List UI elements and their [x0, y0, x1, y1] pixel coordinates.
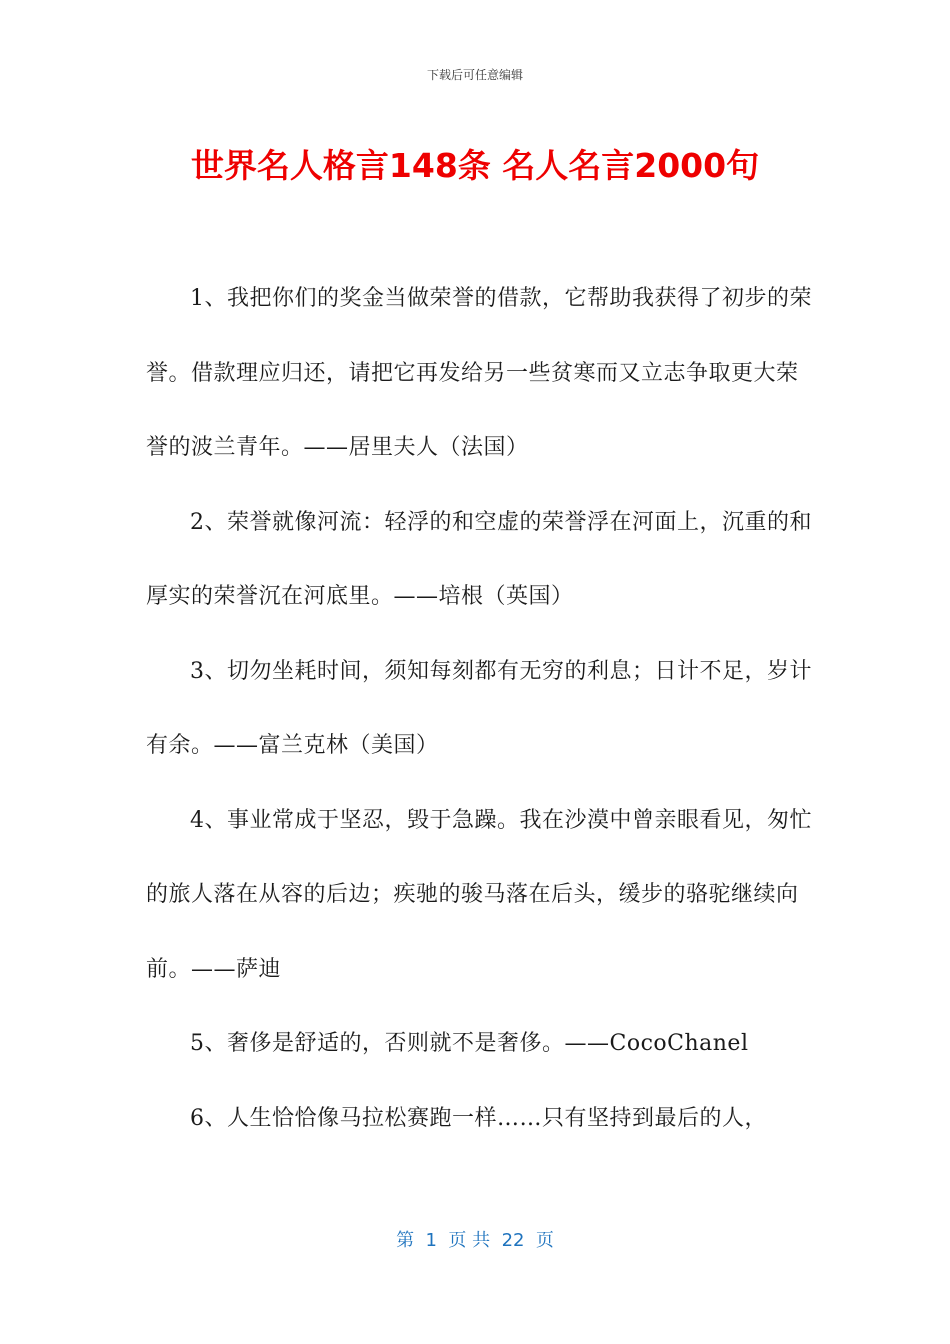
quote-paragraph-4: 4、事业常成于坚忍，毁于急躁。我在沙漠中曾亲眼看见，匆忙的旅人落在从容的后边；疾驰的骏马落在后头，缓步的骆驼继续向前。——萨迪	[146, 807, 812, 982]
quote-paragraph-3: 3、切勿坐耗时间，须知每刻都有无穷的利息；日计不足，岁计有余。——富兰克林（美国）	[146, 658, 812, 758]
quote-paragraph-1: 1、我把你们的奖金当做荣誉的借款，它帮助我获得了初步的荣誉。借款理应归还，请把它再发给另一些贫寒而又立志争取更大荣誉的波兰青年。——居里夫人（法国）	[146, 286, 812, 460]
page-number-footer: 第 1 页 共 22 页	[396, 1230, 554, 1251]
header-note: 下载后可任意编辑	[426, 68, 523, 82]
quote-paragraph-6: 6、人生恰恰像马拉松赛跑一样……只有坚持到最后的人，	[190, 1105, 767, 1131]
document-title: 世界名人格言148条 名人名言2000句	[190, 146, 760, 185]
quote-paragraph-5: 5、奢侈是舒适的，否则就不是奢侈。——CocoChanel	[190, 1031, 749, 1056]
document-body	[146, 262, 812, 1156]
quote-paragraph-2: 2、荣誉就像河流：轻浮的和空虚的荣誉浮在河面上，沉重的和厚实的荣誉沉在河底里。——培根（英国）	[146, 509, 812, 609]
